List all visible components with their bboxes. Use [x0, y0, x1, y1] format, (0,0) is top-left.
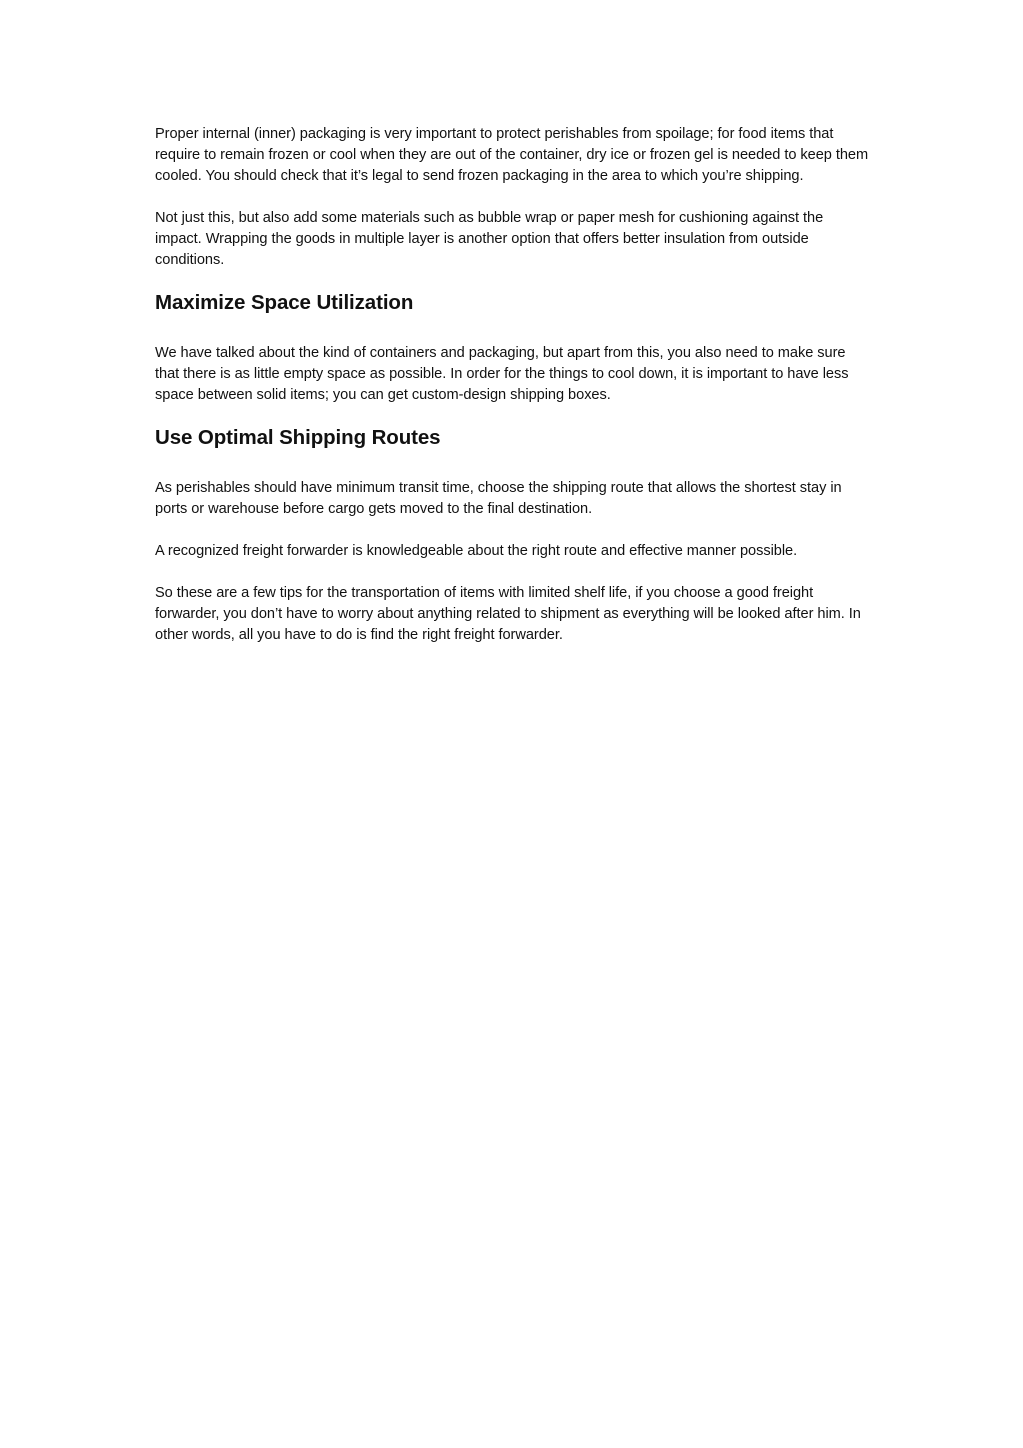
paragraph-transit-time: As perishables should have minimum transit time, choose the shipping route that allows the shortest stay in ports or warehouse before cargo gets moved to the final destination. [155, 480, 842, 517]
paragraph-conclusion: So these are a few tips for the transportation of items with limited shelf life, if you choose a good freight forwarder, you don’t have to worry about anything related to shipment as everything will be looked after him. In other words, all you have to do is find the right freight forwarder. [155, 585, 861, 643]
document-page [155, 124, 871, 667]
paragraph-cushioning: Not just this, but also add some materials such as bubble wrap or paper mesh for cushioning against the impact. Wrapping the goods in multiple layer is another option that offers better insulation from outside conditions. [155, 210, 824, 268]
paragraph-space-utilization: We have talked about the kind of containers and packaging, but apart from this, you also need to make sure that there is as little empty space as possible. In order for the things to cool down, it is important to have less space between solid items; you can get custom-design shipping boxes. [155, 345, 849, 403]
paragraph-freight-forwarder: A recognized freight forwarder is knowledgeable about the right route and effective manner possible. [155, 543, 798, 559]
heading-shipping-routes: Use Optimal Shipping Routes [155, 426, 441, 449]
paragraph-inner-packaging: Proper internal (inner) packaging is very important to protect perishables from spoilage; for food items that require to remain frozen or cool when they are out of the container, dry ice or frozen gel is needed to keep them cooled. You should check that it’s legal to send frozen packaging in the area to which you’re shipping. [155, 126, 869, 184]
heading-maximize-space: Maximize Space Utilization [155, 291, 414, 314]
